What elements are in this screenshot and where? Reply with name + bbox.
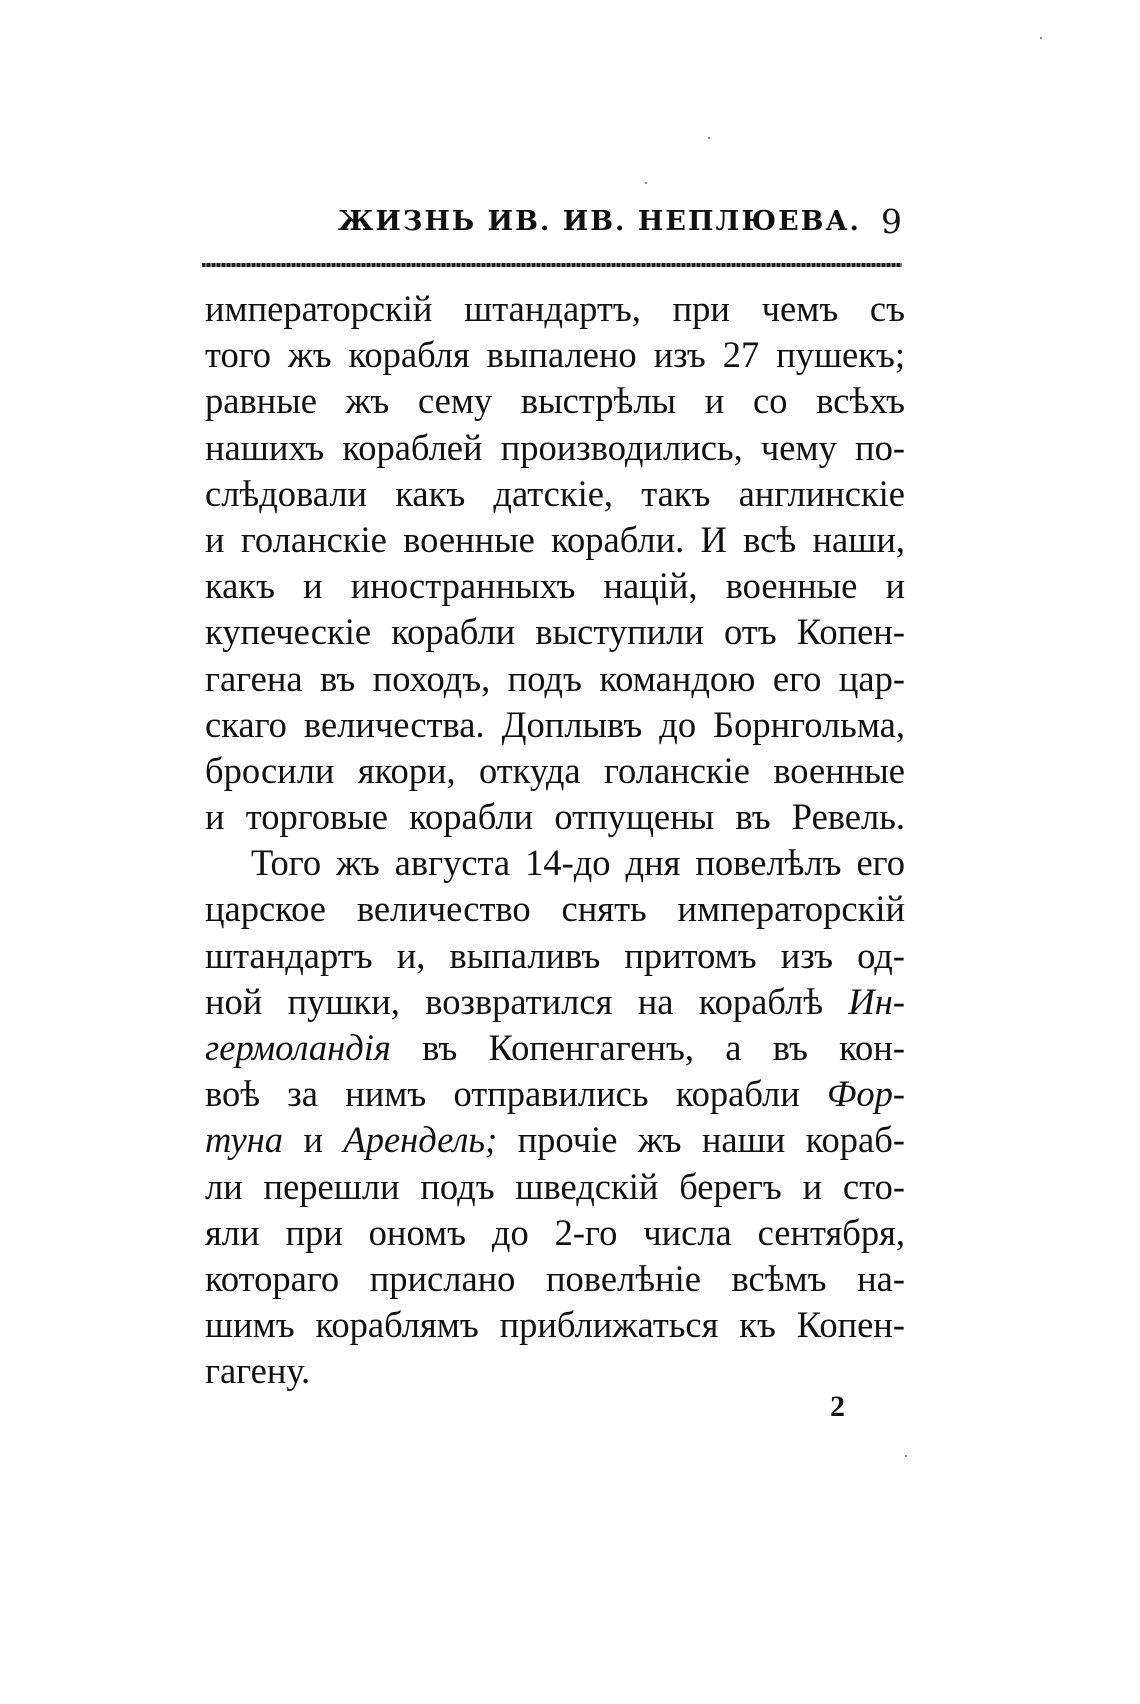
text-line: шимъ кораблямъ приближаться къ Копен- [205, 1304, 905, 1346]
ship-name-italic: гермоландія [205, 1027, 391, 1068]
text-line: царское величество снять императорскій [205, 888, 905, 930]
text-segment: ной пушки, возвратился на кораблѣ [205, 980, 849, 1022]
scan-speck [905, 1455, 907, 1457]
text-line: бросили якори, откуда голанскіе военные [205, 749, 905, 791]
text-line: гагена въ походъ, подъ командою его цар- [205, 657, 905, 699]
text-line: котораго прислано повелѣніе всѣмъ на- [205, 1257, 905, 1299]
running-title: ЖИЗНЬ ИВ. ИВ. НЕПЛЮЕВА. [338, 206, 861, 237]
text-line: нашихъ кораблей производились, чему по- [205, 426, 905, 468]
scan-speck [708, 137, 710, 139]
ship-name-italic: Арендель; [343, 1119, 498, 1161]
text-segment: и [283, 1119, 344, 1161]
text-line: яли при ономъ до 2-го числа сентября, [205, 1211, 905, 1253]
text-line: слѣдовали какъ датскіе, такъ англинскіе [205, 472, 905, 514]
text-line: купеческіе корабли выступили отъ Копен- [205, 611, 905, 653]
text-line [205, 1071, 905, 1117]
running-head [202, 202, 902, 250]
text-segment: въ Копенгагенъ, а въ кон- [390, 1027, 905, 1068]
text-line: Того жъ августа 14-до дня повелѣлъ его [251, 842, 905, 884]
text-line [205, 979, 905, 1025]
text-segment: воѣ за нимъ отправились корабли [205, 1073, 827, 1115]
text-line: и торговые корабли отпущены въ Ревель. [205, 796, 905, 838]
header-rule [202, 263, 902, 267]
ship-name-italic: Фор- [826, 1073, 905, 1115]
text-line: и голанскіе военные корабли. И всѣ наши, [205, 518, 905, 560]
text-line: равные жъ сему выстрѣлы и со всѣхъ [205, 380, 905, 422]
text-line: императорскій штандартъ, при чемъ съ [205, 288, 905, 329]
text-line: гагену. [205, 1350, 311, 1392]
page-number: 9 [881, 202, 902, 241]
text-line: ли перешли подъ шведскій берегъ и сто- [205, 1165, 905, 1207]
ship-name-italic: туна [205, 1119, 284, 1161]
text-segment: прочіе жъ наши кораб- [497, 1119, 905, 1161]
signature-mark: 2 [830, 1390, 845, 1423]
text-line: какъ и иностранныхъ націй, военные и [205, 565, 905, 607]
ship-name-italic: Ин- [848, 980, 905, 1022]
text-line: штандартъ и, выпаливъ притомъ изъ од- [205, 934, 905, 976]
scan-speck [1040, 37, 1042, 39]
text-line [205, 1117, 905, 1163]
body-text [205, 286, 905, 1395]
text-line: того жъ корабля выпалено изъ 27 пушекъ; [205, 334, 905, 376]
text-line: скаго величества. Доплывъ до Борнгольма, [205, 703, 905, 745]
scan-speck [645, 182, 647, 184]
text-line [205, 1025, 905, 1071]
